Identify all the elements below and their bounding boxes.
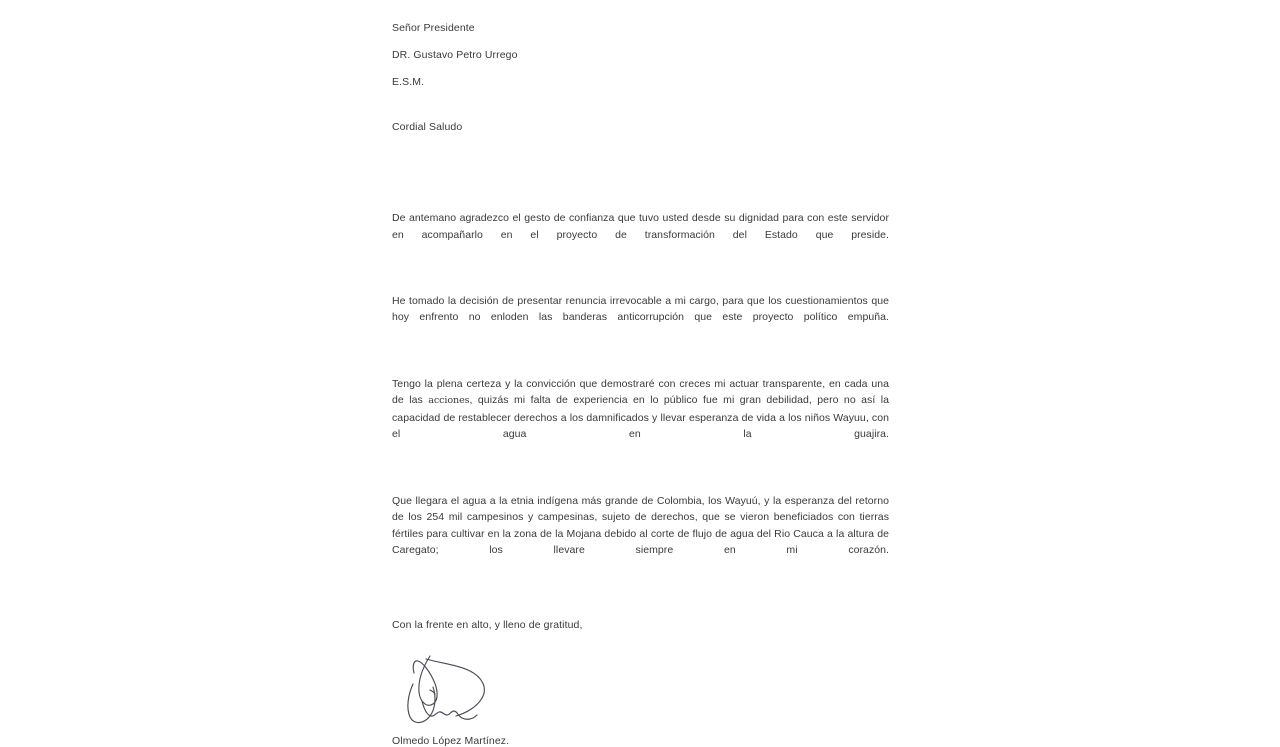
greeting-block [392, 122, 889, 133]
body-paragraph-4: Que llegara el agua a la etnia indígena más grande de Colombia, los Wayuú, y la esperanza del retorno de los 254 mil campesinos y campesinas, sujeto de derechos, que se vieron beneficiados con tierras fértiles para cultivar en la zona de la Mojana debido al corte de flujo de agua del Rio Cauca a la altura de Caregato; los llevare siempre en mi corazón. [392, 494, 889, 557]
body-paragraph-2: He tomado la decisión de presentar renuncia irrevocable a mi cargo, para que los cuestionamientos que hoy enfrento no enloden las banderas anticorrupción que este proyecto político empuña. [392, 294, 889, 324]
handwritten-signature-icon [400, 642, 496, 730]
body-paragraph-3-segment-b: , quizás mi falta de experiencia en lo público fue mi gran debilidad, pero no así la capacidad de restablecer derechos a los damnificados y llevar esperanza de vida a los niños Wayuu, con el agua en la guajira. [392, 394, 889, 441]
greeting-line: Cordial Saludo [392, 120, 463, 133]
signer-name: Olmedo López Martínez. [392, 735, 510, 747]
body-paragraphs [392, 210, 889, 576]
valediction-line: Con la frente en alto, y lleno de gratitud, [392, 618, 583, 631]
body-paragraph-3 [392, 376, 889, 460]
body-paragraph-3-emphasis-word: acciones [428, 395, 470, 407]
body-paragraph-1: De antemano agradezco el gesto de confianza que tuvo usted desde su dignidad para con este servidor en acompañarlo en el proyecto de transformación del Estado que preside. [392, 212, 889, 241]
addressee-salutation-title: Señor Presidente [392, 22, 475, 34]
letter-content [392, 0, 889, 747]
addressee-block [392, 0, 889, 88]
addressee-name: DR. Gustavo Petro Urrego [392, 49, 518, 61]
addressee-delivery-note: E.S.M. [392, 76, 425, 88]
signature-area [392, 642, 889, 734]
closing-block [392, 620, 889, 747]
body-paragraph-3-segment-a: Tengo la plena certeza y la convicción que demostraré con creces mi actuar transparente, en cada una de las [392, 377, 889, 407]
